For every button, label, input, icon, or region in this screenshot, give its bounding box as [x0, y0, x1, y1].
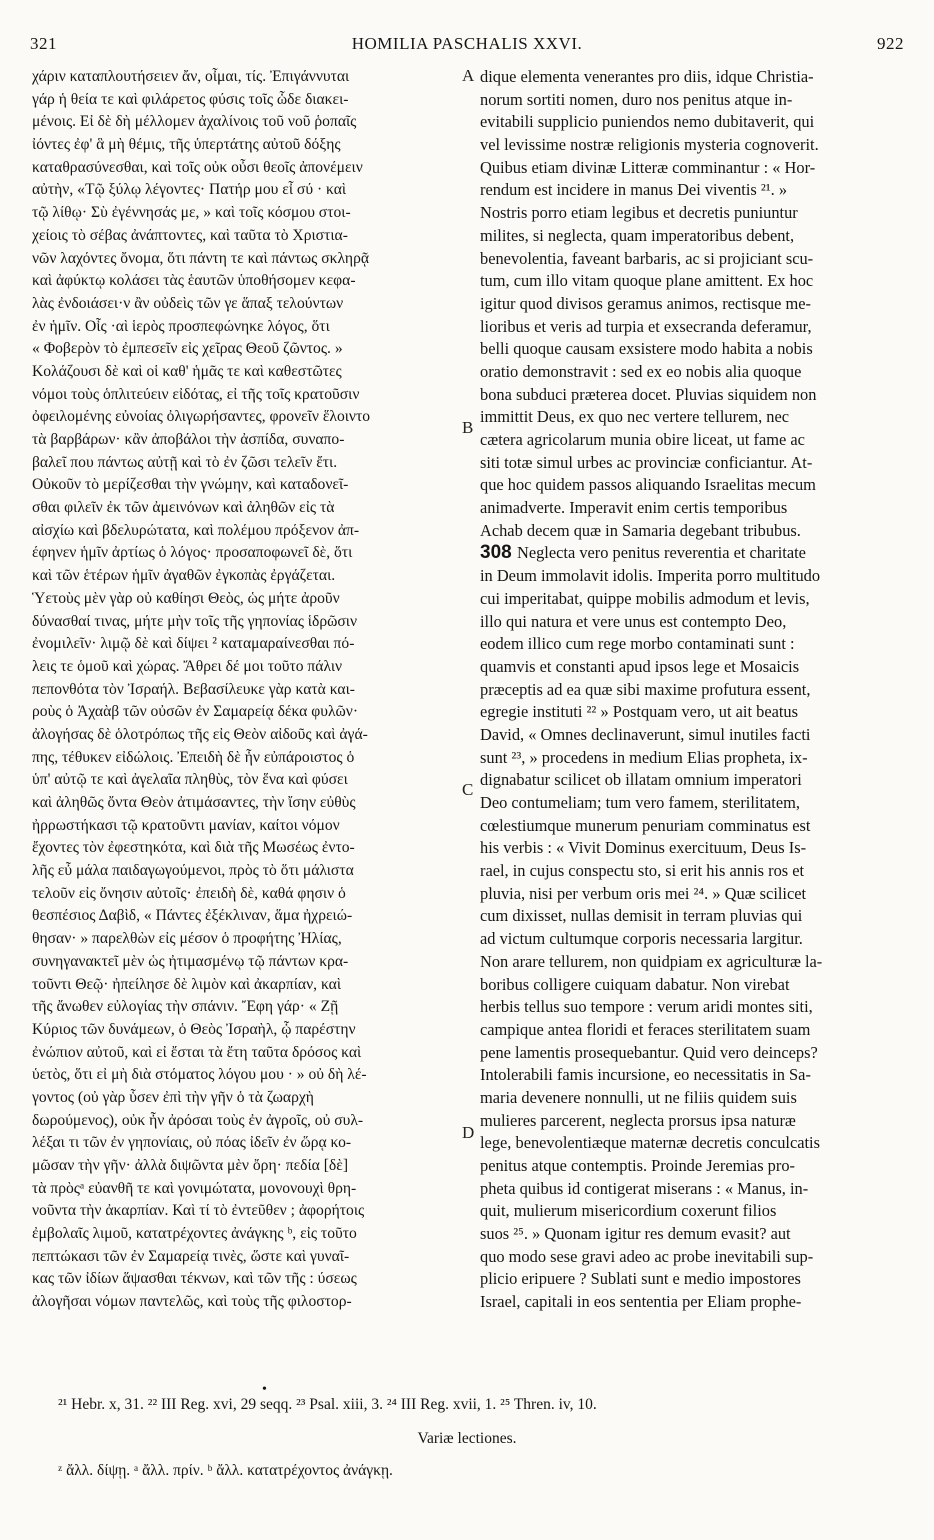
greek-line: μένοις. Εἰ δὲ δὴ μέλλομεν ἀχαλίνοις τοῦ νοῦ ῥοπαῖς: [32, 113, 357, 131]
variant-readings: ᶻ ἄλλ. δίψῃ. ᵃ ἄλλ. πρίν. ᵇ ἄλλ. κατατρέχοντος ἀνάγκῃ.: [58, 1462, 393, 1479]
greek-line: « Φοβερὸν τὸ ἐμπεσεῖν εἰς χεῖρας Θεοῦ ζῶντος. »: [32, 340, 343, 358]
greek-line: χείοις τὸ σέβας ἀνάπτοντες, καὶ ταῦτα τὸ Χριστια-: [32, 226, 348, 244]
latin-line: Israel, capitali in eos sententia per Eliam prophe-: [480, 1292, 802, 1312]
greek-line: νοῦντα τὴν ἀκαρπίαν. Καὶ τί τὸ ἐντεῦθεν ; ἀφορήτοις: [32, 1202, 365, 1220]
latin-line: quo modo sese gravi adeo ac probe inevitabili sup-: [480, 1246, 814, 1266]
greek-line: νόμοι τοὺς ὁπλιτεύειν εἰδότας, εἰ τῆς τοῖς κρατοῦσιν: [32, 385, 360, 403]
page-header: [30, 34, 904, 60]
greek-line: ροὺς ὁ Ἀχαὰβ τῶν οὐσῶν ἐν Σαμαρείᾳ δέκα φυλῶν·: [32, 703, 359, 721]
latin-line: dignabatur scilicet ob illatam omnium imperatori: [480, 770, 802, 790]
latin-line: in Deum immolavit idolis. Imperita porro multitudo: [480, 566, 821, 586]
latin-line: mulieres parcerent, neglecta prorsus ipsa naturæ: [480, 1110, 796, 1130]
greek-line: ὑετὸς, ὅτι εἰ μὴ διὰ στόματος λόγου μου · » οὐ δὴ λέ-: [32, 1066, 367, 1084]
greek-line: χάριν καταπλουτήσειεν ἄν, οἶμαι, τίς. Ἐπιγάννυται: [32, 68, 350, 85]
latin-line: penitus atque contemptis. Proinde Jeremias pro-: [480, 1156, 795, 1175]
greek-line: γάρ ἡ θεία τε καὶ φιλάρετος φύσις τοῖς ὧδε διακει-: [32, 90, 349, 108]
latin-line: cætera agricolarum munia obire liceat, ut fame ac: [480, 430, 805, 449]
latin-line: norum sortiti nomen, duro nos penitus atque in-: [480, 89, 793, 109]
greek-line: αὐτὴν, «Τῷ ξύλῳ λέγοντες· Πατήρ μου εἶ σύ · καὶ: [32, 181, 347, 199]
greek-line: ἠρρωστήκασι τῷ κρατοῦντι μανίαν, καίτοι νόμον: [32, 816, 340, 834]
latin-line: quamvis et constanti apud ipsos lege et Mosaicis: [480, 656, 800, 676]
greek-line: τῷ λίθῳ· Σὺ ἐγέννησάς με, » καὶ τοῖς κόσμου στοι-: [32, 204, 351, 222]
greek-line: Ὑετοὺς μὲν γὰρ οὐ καθίησι Θεὸς, ὡς μήτε ἀροῦν: [32, 589, 340, 607]
latin-line: [480, 542, 904, 565]
latin-line: vel levissime nostræ religionis mysteria cognoverit.: [480, 135, 819, 155]
variae-lectiones-heading: Variæ lectiones.: [417, 1430, 517, 1447]
greek-line: καὶ τῶν ἑτέρων ἡμῖν ἀγαθῶν ἐγκοπὰς ἐργάζεται.: [32, 567, 336, 585]
greek-line: λεις τε ὁμοῦ καὶ χώρας. Ἄθρει δέ μοι τοῦτο πάλιν: [32, 657, 343, 675]
latin-line: oratio demonstravit : sed ex eo nobis alia quoque: [480, 361, 802, 381]
latin-line: suos ²⁵. » Quonam igitur res demum evasit? aut: [480, 1224, 791, 1244]
greek-line: ἰόντες ἐφ' ἃ μὴ θέμις, τῆς ὑπερτάτης αὐτοῦ δόξης: [32, 136, 341, 154]
section-marker-c: C: [462, 780, 474, 799]
latin-line-text: Neglecta vero penitus reverentia et charitate: [516, 543, 806, 563]
latin-line: pene lamentis prosequebantur. Quid vero deinceps?: [480, 1042, 818, 1062]
latin-line: David, « Omnes declinaverunt, simul inutiles facti: [480, 724, 811, 744]
latin-line: Quibus etiam divinæ Litteræ comminantur : « Hor-: [480, 157, 816, 177]
greek-line: μῶσαν τὴν γῆν· ἀλλὰ διψῶντα μὲν ὄρη· πεδία [δὲ]: [32, 1157, 349, 1174]
greek-line: καὶ ἀληθῶς ὄντα Θεὸν ἀτιμάσαντες, τὴν ἴσην εὐθὺς: [32, 794, 356, 811]
section-marker-b: B: [462, 418, 474, 437]
latin-line: immittit Deus, ex quo nec vertere tellurem, nec: [480, 407, 790, 427]
latin-line: igitur quod divisos geramus animos, rectisque me-: [480, 293, 811, 313]
running-title: HOMILIA PASCHALIS XXVI.: [351, 34, 583, 53]
latin-line: rael, in cujus conspectu sto, si erit his annis ros et: [480, 861, 805, 881]
latin-line: pluvia, nisi per verbum oris mei ²⁴. » Quæ scilicet: [480, 883, 807, 903]
greek-line: καταθρασύνεσθαι, καὶ τοῖς οὐκ οὖσι θεοῖς ἀπονέμειν: [32, 158, 363, 176]
greek-line: ὀφειλομένης εὐνοίας ὀλιγωρήσαντες, φρονεῖν ἕλοιντο: [32, 408, 371, 426]
latin-line: egregie instituti ²² » Postquam vero, ut ait beatus: [480, 702, 799, 722]
page-number-left: 321: [30, 34, 57, 53]
latin-line: lioribus et veris ad turpia et exsecranda deferamur,: [480, 316, 812, 336]
greek-line: καὶ ἀφύκτῳ κολάσει τὰς ἑαυτῶν ὑποθήσομεν κεφα-: [32, 272, 356, 290]
latin-line: pheta quibus id contigerat miserans : « Manus, in-: [480, 1178, 809, 1198]
latin-line: lege, benevolentiæque maternæ decretis conculcatis: [480, 1133, 820, 1153]
greek-line: ἔχοντες τὸν ἐφεστηκότα, καὶ διὰ τῆς Μωσέως ἐντο-: [32, 839, 355, 857]
latin-line: evitabili supplicio puniendos nemo dubitaverit, qui: [480, 112, 815, 132]
greek-line: τελοῦν εἰς ὄνησιν αὐτοῖς· ἐπειδὴ δὲ, καθά φησιν ὁ: [32, 884, 346, 902]
page-number-right: 922: [877, 34, 904, 53]
latin-line: benevolentia, faveant barbaris, ac si projiciant scu-: [480, 248, 814, 268]
greek-line: αἰσχίω καὶ βδελυρώτατα, καὶ πολέμου πρόξενον ἀπ-: [32, 521, 360, 539]
latin-line: campique antea floridi et feraces sterilitatem suam: [480, 1019, 811, 1039]
greek-column: [32, 66, 460, 1391]
greek-line: τὰ βαρβάρων· κἂν ἀποβάλοι τὴν ἀσπίδα, συναπο-: [32, 431, 345, 448]
latin-line: Non arare tellurem, non quidpiam ex agriculturæ la-: [480, 951, 823, 971]
greek-line: λέξαι τι τῶν ἐν γηπονίαις, οὐ πόας ἰδεῖν ἐν ὥρᾳ κο-: [32, 1134, 352, 1152]
latin-line: siti totæ simul urbes ac provinciæ conficiantur. At-: [480, 452, 813, 472]
latin-line: animadverte. Imperavit enim certis temporibus: [480, 498, 788, 518]
latin-line: cum dixisset, nullas demisit in terram pluvias qui: [480, 906, 803, 926]
greek-line: πεπτώκασι τῶν ἐν Σαμαρείᾳ τινὲς, ὥστε καὶ γυναῖ-: [32, 1247, 350, 1265]
section-marker-a: A: [462, 66, 475, 85]
greek-line: πης, τέθυκεν εἰδώλοις. Ἐπειδὴ δὲ ἦν εὐπάροιστος ὁ: [32, 748, 355, 766]
greek-line: τῆς ἄνωθεν εὐλογίας τὴν σπάνιν. Ἔφη γάρ· « Ζῇ: [32, 998, 339, 1016]
greek-line: δύνασθαί τινας, μήτε μὴν τοῖς τῆς γηπονίας ἱδρῶσιν: [32, 612, 358, 630]
latin-line: Deo contumeliam; tum vero famem, sterilitatem,: [480, 793, 800, 812]
greek-line: δωρούμενος), οὐκ ἦν ἀρόσαι τοὺς ἐν ἀγροῖς, οὐ συλ-: [32, 1111, 364, 1129]
greek-line: νῶν λαχόντες ὄνομα, ὅτι πάντη τε καὶ πάντως σκληρᾷ: [32, 249, 370, 267]
latin-column: [480, 66, 904, 1391]
latin-line: herbis tellus suo tempore : verum aridi montes siti,: [480, 997, 813, 1017]
greek-line: ὑπ' αὐτῷ τε καὶ ἀγελαῖα πληθὺς, τὸν ἕνα καὶ φύσει: [32, 771, 348, 789]
greek-line: λὰς ἐνδοιάσει·ν ἂν οὐδεὶς τῶν γε ἅπαξ τελούντων: [32, 294, 344, 312]
latin-line: que hoc quidem passos aliquando Israelitas mecum: [480, 475, 816, 495]
latin-line: Nostris porro etiam legibus et decretis puniuntur: [480, 203, 798, 223]
latin-line: his verbis : « Vivit Dominus exercituum, Deus Is-: [480, 838, 807, 858]
latin-line: milites, si neglecta, quam imperatoribus debent,: [480, 225, 795, 245]
greek-line: Οὐκοῦν τὸ μερίζεσθαι τὴν γνώμην, καὶ καταδονεῖ-: [32, 476, 349, 494]
greek-line: ἐνώπιον αὐτοῦ, καὶ εἰ ἔσται τὰ ἔτη ταῦτα δρόσος καὶ: [32, 1043, 362, 1061]
greek-line: έφηνεν ἡμῖν ἀρτίως ὁ λόγος· προσαποφωνεῖ δὲ, ὅτι: [32, 544, 353, 562]
latin-line: tum, cum illo vitam quoque plane amittent. Ex hoc: [480, 271, 814, 291]
section-number-308: 308: [480, 542, 517, 564]
section-marker-d: D: [462, 1123, 475, 1142]
latin-line: boribus colligere cuiquam dabatur. Non virebat: [480, 974, 790, 994]
greek-line: τὰ πρὸςᵃ εὐανθῆ τε καὶ γονιμώτατα, μονονουχὶ θρη-: [32, 1179, 357, 1197]
latin-line: Intolerabili famis incursione, eo necessitatis in Sa-: [480, 1065, 811, 1085]
latin-line: præceptis ad ea quæ sibi maxime profutura essent,: [480, 679, 811, 699]
greek-line: ἐμβολαῖς λιμοῦ, κατατρέχοντες ἀνάγκης ᵇ, εἰς τοῦτο: [32, 1225, 357, 1243]
latin-line: plicio eripuere ? Sublati sunt e medio impostores: [480, 1269, 801, 1289]
greek-line: Κύριος τῶν δυνάμεων, ὁ Θεὸς Ἰσραὴλ, ᾧ παρέστην: [32, 1020, 356, 1038]
greek-line: ἀλογήσας δὲ ὁλοτρόπως τῆς εἰς Θεὸν αἰδοῦς καὶ ἀγά-: [32, 725, 368, 743]
latin-line: ad victum cultumque corporis necessaria largitur.: [480, 929, 803, 949]
latin-line: bona subduci præterea docet. Pluvias siquidem non: [480, 384, 817, 404]
greek-line: Κολάζουσι δὲ καὶ οἱ καθ' ἡμᾶς τε καὶ καθεστῶτες: [32, 362, 342, 380]
greek-line: σθαι φιλεῖν ἐκ τῶν ἀμεινόνων καὶ ἀληθῶν εἰς τὰ: [32, 499, 335, 517]
greek-line: συνηγανακτεῖ μὲν ὡς ἠτιμασμένῳ τῷ πάντων κρα-: [32, 952, 349, 970]
latin-line: eodem illico cum rege morbo contaminati sunt :: [480, 634, 795, 654]
separator-dot: •: [262, 1382, 267, 1397]
footnotes: ²¹ Hebr. x, 31. ²² III Reg. xvi, 29 seqq. ²³ Psal. xiii, 3. ²⁴ III Reg. xvii, 1. ²⁵ Thren. iv, 10.: [58, 1396, 597, 1413]
greek-line: θησαν· » παρελθὼν εἰς μέσον ὁ προφήτης Ἠλίας,: [32, 930, 342, 948]
greek-line: ἐν ἡμῖν. Οἷς ·αὶ ἱερὸς προσπεφώνηκε λόγος, ὅτι: [32, 317, 330, 335]
latin-line: illo qui natura et vere unus est contempto Deo,: [480, 611, 787, 631]
latin-line: sunt ²³, » procedens in medium Elias propheta, ix-: [480, 747, 808, 767]
latin-line: cui imperitabat, quippe mobilis admodum et levis,: [480, 588, 810, 608]
greek-line: κας τῶν ἰδίων ἅψασθαι τέκνων, καὶ τῶν τῆς : ύσεως: [32, 1270, 357, 1288]
greek-line: ἐνομιλεῖν· λιμῷ δὲ καὶ δίψει ² καταμαραίνεσθαι πό-: [32, 635, 355, 653]
latin-line: dique elementa venerantes pro diis, idque Christia-: [480, 67, 814, 86]
greek-line: τοῦντι Θεῷ· ἠπείλησε δὲ λιμὸν καὶ ἀκαρπίαν, καὶ: [32, 975, 342, 993]
greek-line: ἀλογῆσαι νόμων παντελῶς, καὶ τοὺς τῆς φιλοστορ-: [32, 1293, 352, 1311]
latin-line: rendum est incidere in manus Dei viventis ²¹. »: [480, 180, 788, 200]
latin-line: belli quoque causam exsistere modo habita a nobis: [480, 339, 813, 359]
greek-line: γοντος (οὐ γὰρ ὗσεν ἐπὶ τὴν γῆν ὁ τὰ ζωαρχὴ: [32, 1088, 314, 1106]
greek-line: πεπονθότα τὸν Ἰσραήλ. Βεβασίλευκε γὰρ κατὰ και-: [32, 680, 355, 698]
greek-line: θεσπέσιος Δαβὶδ, « Πάντες ἐξέκλιναν, ἅμα ἠχρειώ-: [32, 907, 353, 925]
greek-line: βαλεῖ που πάντως αὐτῇ καὶ τὸ ἐν ζῶσι τελεῖν ἔτι.: [32, 453, 338, 471]
latin-line: maria devenere nonnulli, ut ne filiis quidem suis: [480, 1087, 797, 1107]
latin-line: Achab decem quæ in Samaria degebant tribubus.: [480, 520, 801, 540]
greek-line: λῆς εὖ μάλα παιδαγωγούμενοι, πρὸς τὸ ὅτι μάλιστα: [32, 862, 354, 880]
latin-line: quit, mulierum misericordium coxerunt filios: [480, 1201, 777, 1221]
latin-line: cœlestiumque munerum penuriam comminatus est: [480, 815, 811, 835]
